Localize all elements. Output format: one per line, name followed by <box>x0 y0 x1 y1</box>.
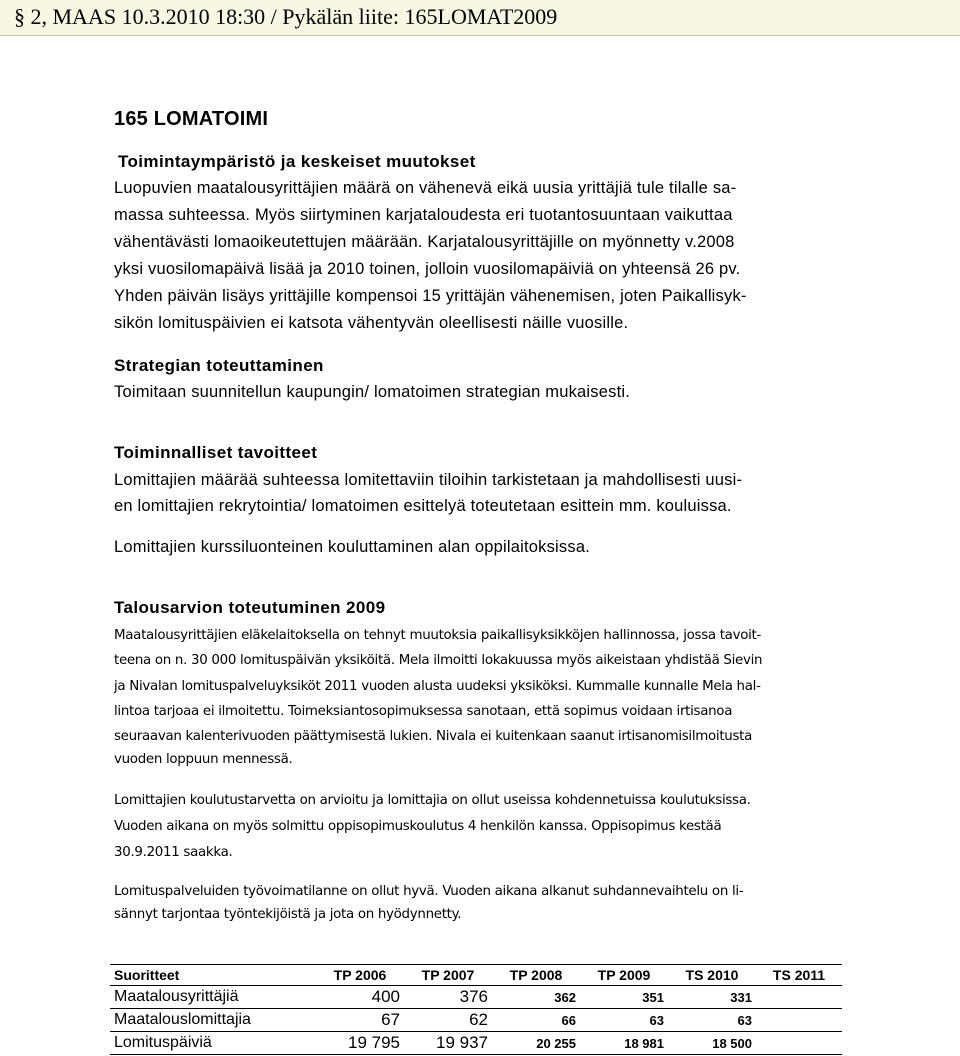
row-label: Maatalousyrittäjiä <box>110 986 316 1009</box>
performance-table <box>110 964 842 1055</box>
paragraph-line: yksi vuosilomapäivä lisää ja 2010 toinen, jolloin vuosilomapäiviä on yhteensä 26 pv. <box>114 260 741 278</box>
paragraph-line: teena on n. 30 000 lomituspäivän yksiköitä. Mela ilmoitti lokakuussa myös aikeistaan yhdistää Sievin <box>114 653 763 668</box>
table-cell: 18 500 <box>668 1032 756 1055</box>
table-cell: 331 <box>668 986 756 1009</box>
paragraph-line: lintoa tarjoaa ei ilmoitettu. Toimeksiantosopimuksessa sanotaan, että sopimus voidaan irtisanoa <box>114 704 733 719</box>
document-header: § 2, MAAS 10.3.2010 18:30 / Pykälän liite: 165LOMAT2009 <box>0 0 960 36</box>
paragraph-line: sikön lomituspäivien ei katsota vähentyvän oleellisesti näille vuosille. <box>114 314 629 332</box>
table-row <box>110 986 842 1009</box>
table-cell: 18 981 <box>580 1032 668 1055</box>
column-header: TS 2010 <box>668 965 756 986</box>
table-row <box>110 1032 842 1055</box>
paragraph-line: sännyt tarjontaa työntekijöistä ja jota on hyödynnetty. <box>114 907 462 922</box>
strategy-text: Toimitaan suunnitellun kaupungin/ lomatoimen strategian mukaisesti. <box>114 383 631 401</box>
paragraph-line: seuraavan kalenterivuoden päättymisestä lukien. Nivala ei kuitenkaan saanut irtisanomisilmoitusta <box>114 729 752 744</box>
table-cell: 19 937 <box>404 1032 492 1055</box>
paragraph-line: 30.9.2011 saakka. <box>114 845 233 860</box>
operating-environment-heading: Toimintaympäristö ja keskeiset muutokset <box>118 152 476 171</box>
table-cell: 351 <box>580 986 668 1009</box>
table-row <box>110 1009 842 1032</box>
paragraph-line: en lomittajien rekrytointia/ lomatoimen esittelyä toteutetaan esittein mm. kouluissa. <box>114 497 732 515</box>
column-header: TS 2011 <box>756 965 842 986</box>
column-header: Suoritteet <box>110 965 316 986</box>
paragraph-line: vähentävästi lomaoikeutettujen määrään. Karjatalousyrittäjille on myönnetty v.2008 <box>114 233 735 251</box>
table-cell: 62 <box>404 1009 492 1032</box>
column-header: TP 2008 <box>492 965 580 986</box>
table-cell: 376 <box>404 986 492 1009</box>
row-label: Lomituspäiviä <box>110 1032 316 1055</box>
table-cell: 63 <box>668 1009 756 1032</box>
paragraph-line: Lomittajien koulutustarvetta on arvioitu ja lomittajia on ollut useissa kohdennetuissa koulutuksissa. <box>114 793 751 808</box>
table-cell: 66 <box>492 1009 580 1032</box>
table-cell <box>756 1032 842 1055</box>
table-cell: 63 <box>580 1009 668 1032</box>
paragraph-line: Lomittajien määrää suhteessa lomitettaviin tiloihin tarkistetaan ja mahdollisesti uusi- <box>114 471 743 489</box>
table-cell <box>756 986 842 1009</box>
paragraph-line: Lomittajien kurssiluonteinen kouluttaminen alan oppilaitoksissa. <box>114 538 590 556</box>
column-header: TP 2007 <box>404 965 492 986</box>
budget-heading: Talousarvion toteutuminen 2009 <box>114 598 386 617</box>
paragraph-line: Vuoden aikana on myös solmittu oppisopimuskoulutus 4 henkilön kanssa. Oppisopimus kestää <box>114 819 722 834</box>
section-title: 165 LOMATOIMI <box>114 108 269 130</box>
column-header: TP 2009 <box>580 965 668 986</box>
paragraph-line: Luopuvien maatalousyrittäjien määrä on vähenevä eikä uusia yrittäjiä tule tilalle sa- <box>114 179 737 197</box>
paragraph-line: massa suhteessa. Myös siirtyminen karjataloudesta eri tuotantosuuntaan vaikuttaa <box>114 206 733 224</box>
operational-goals-heading: Toiminnalliset tavoitteet <box>114 443 318 462</box>
table-header-row <box>110 965 842 986</box>
paragraph-line: Maatalousyrittäjien eläkelaitoksella on tehnyt muutoksia paikallisyksikköjen hallinnossa, jossa tavoit- <box>114 628 762 643</box>
paragraph-line: vuoden loppuun mennessä. <box>114 752 293 767</box>
table-cell: 67 <box>316 1009 404 1032</box>
table-cell <box>756 1009 842 1032</box>
column-header: TP 2006 <box>316 965 404 986</box>
table-cell: 19 795 <box>316 1032 404 1055</box>
paragraph-line: Lomituspalveluiden työvoimatilanne on ollut hyvä. Vuoden aikana alkanut suhdannevaihtelu on li- <box>114 884 744 899</box>
row-label: Maatalouslomittajia <box>110 1009 316 1032</box>
table-cell: 20 255 <box>492 1032 580 1055</box>
paragraph-line: ja Nivalan lomituspalveluyksiköt 2011 vuoden alusta uudeksi yksiköksi. Kummalle kunnalle Mela hal- <box>114 679 761 694</box>
table-cell: 362 <box>492 986 580 1009</box>
paragraph-line: Yhden päivän lisäys yrittäjille kompensoi 15 yrittäjän vähenemisen, joten Paikallisyk- <box>114 287 747 305</box>
strategy-heading: Strategian toteuttaminen <box>114 356 324 375</box>
table-cell: 400 <box>316 986 404 1009</box>
